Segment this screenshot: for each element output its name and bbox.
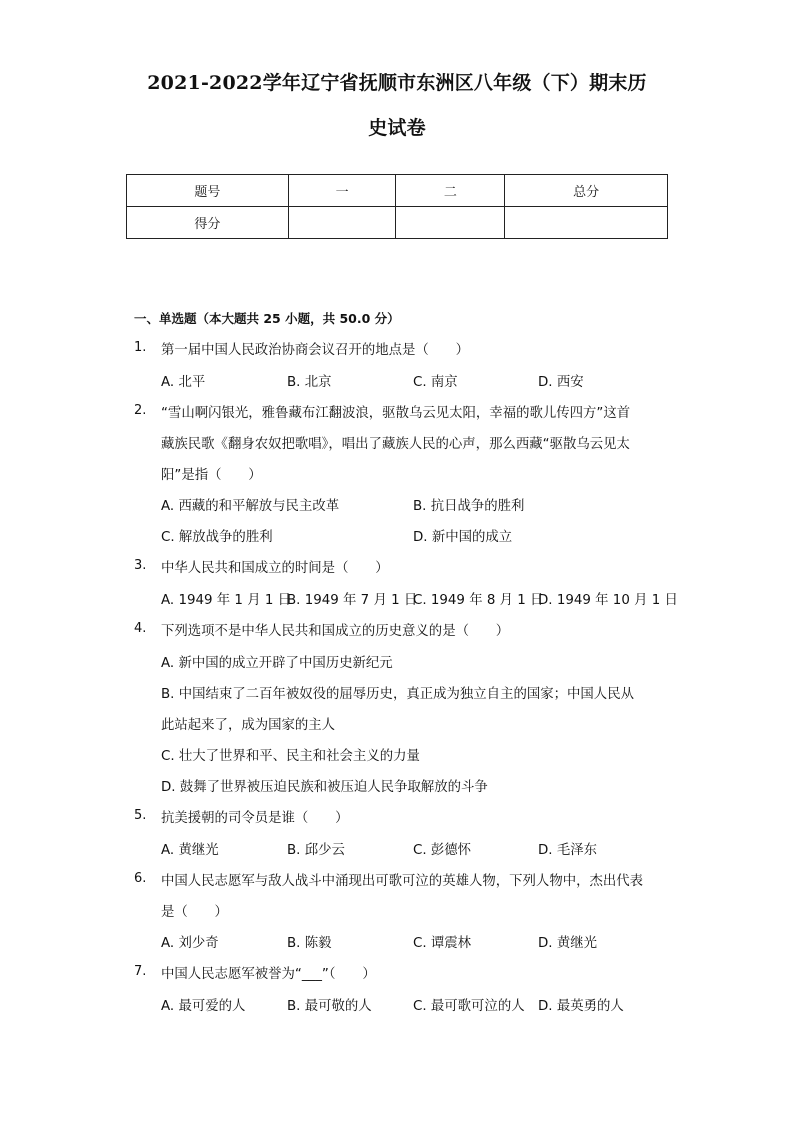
option-d: D. 鼓舞了世界被压迫民族和被压迫人民争取解放的斗争 (161, 780, 488, 795)
question-text: 藏族民歌《翻身农奴把歌唱》，唱出了藏族人民的心声，那么西藏“驱散乌云见太 (161, 437, 630, 452)
option-d: D. 最英勇的人 (538, 999, 624, 1014)
option-a: A. 刘少奇 (161, 936, 219, 951)
score-row-label: 得分 (127, 207, 289, 239)
option-b: B. 北京 (287, 375, 332, 390)
option-c: C. 南京 (413, 375, 458, 390)
option-b: B. 中国结束了二百年被奴役的屈辱历史，真正成为独立自主的国家；中国人民从 (161, 687, 634, 702)
option-c: C. 彭德怀 (413, 843, 472, 858)
question-text: 第一届中国人民政治协商会议召开的地点是（ ） (161, 343, 469, 358)
score-header-cell: 一 (288, 175, 396, 207)
question-text: 是（ ） (161, 905, 228, 920)
option-d: D. 新中国的成立 (413, 530, 513, 545)
score-header-cell: 题号 (127, 175, 289, 207)
question-text: 阳”是指（ ） (161, 468, 262, 483)
option-a: A. 黄继光 (161, 843, 219, 858)
option-c: C. 解放战争的胜利 (161, 530, 273, 545)
question-number: 4. (134, 621, 147, 636)
exam-title-line1: 2021-2022学年辽宁省抚顺市东洲区八年级（下）期末历 (147, 72, 647, 94)
score-cell-empty (505, 207, 668, 239)
question-number: 2. (134, 403, 147, 418)
score-table-header-row (127, 175, 668, 207)
score-cell-empty (396, 207, 505, 239)
question-text: 下列选项不是中华人民共和国成立的历史意义的是（ ） (161, 624, 510, 639)
option-a: A. 最可爱的人 (161, 999, 246, 1014)
option-a: A. 西藏的和平解放与民主改革 (161, 499, 340, 514)
score-table (126, 174, 668, 239)
score-table-score-row (127, 207, 668, 239)
option-d: D. 1949 年 10 月 1 日 (538, 593, 678, 608)
question-number: 6. (134, 871, 147, 886)
option-b: B. 邱少云 (287, 843, 345, 858)
score-cell-empty (288, 207, 396, 239)
option-a: A. 新中国的成立开辟了中国历史新纪元 (161, 656, 393, 671)
question-text: 抗美援朝的司令员是谁（ ） (161, 811, 349, 826)
option-b: B. 1949 年 7 月 1 日 (287, 593, 418, 608)
exam-title-line2: 史试卷 (368, 117, 426, 139)
question-text: “雪山啊闪银光，雅鲁藏布江翻波浪，驱散乌云见太阳，幸福的歌儿传四方”这首 (161, 406, 631, 421)
option-c: C. 1949 年 8 月 1 日 (413, 593, 544, 608)
section-heading: 一、单选题（本大题共 25 小题，共 50.0 分） (134, 311, 400, 326)
option-b-continued: 此站起来了，成为国家的主人 (161, 718, 336, 733)
question-number: 7. (134, 964, 147, 979)
option-d: D. 西安 (538, 375, 584, 390)
question-text: 中国人民志愿军被誉为“___”（ ） (161, 967, 376, 982)
option-d: D. 毛泽东 (538, 843, 597, 858)
question-text: 中华人民共和国成立的时间是（ ） (161, 561, 389, 576)
option-b: B. 最可敬的人 (287, 999, 372, 1014)
option-a: A. 北平 (161, 375, 206, 390)
question-number: 1. (134, 340, 147, 355)
option-d: D. 黄继光 (538, 936, 597, 951)
question-text: 中国人民志愿军与敌人战斗中涌现出可歌可泣的英雄人物，下列人物中，杰出代表 (161, 874, 644, 889)
score-header-cell: 总分 (505, 175, 668, 207)
score-header-cell: 二 (396, 175, 505, 207)
question-number: 3. (134, 558, 147, 573)
option-b: B. 陈毅 (287, 936, 332, 951)
option-b: B. 抗日战争的胜利 (413, 499, 525, 514)
option-c: C. 最可歌可泣的人 (413, 999, 525, 1014)
option-c: C. 壮大了世界和平、民主和社会主义的力量 (161, 749, 420, 764)
option-a: A. 1949 年 1 月 1 日 (161, 593, 292, 608)
question-number: 5. (134, 808, 147, 823)
option-c: C. 谭震林 (413, 936, 472, 951)
